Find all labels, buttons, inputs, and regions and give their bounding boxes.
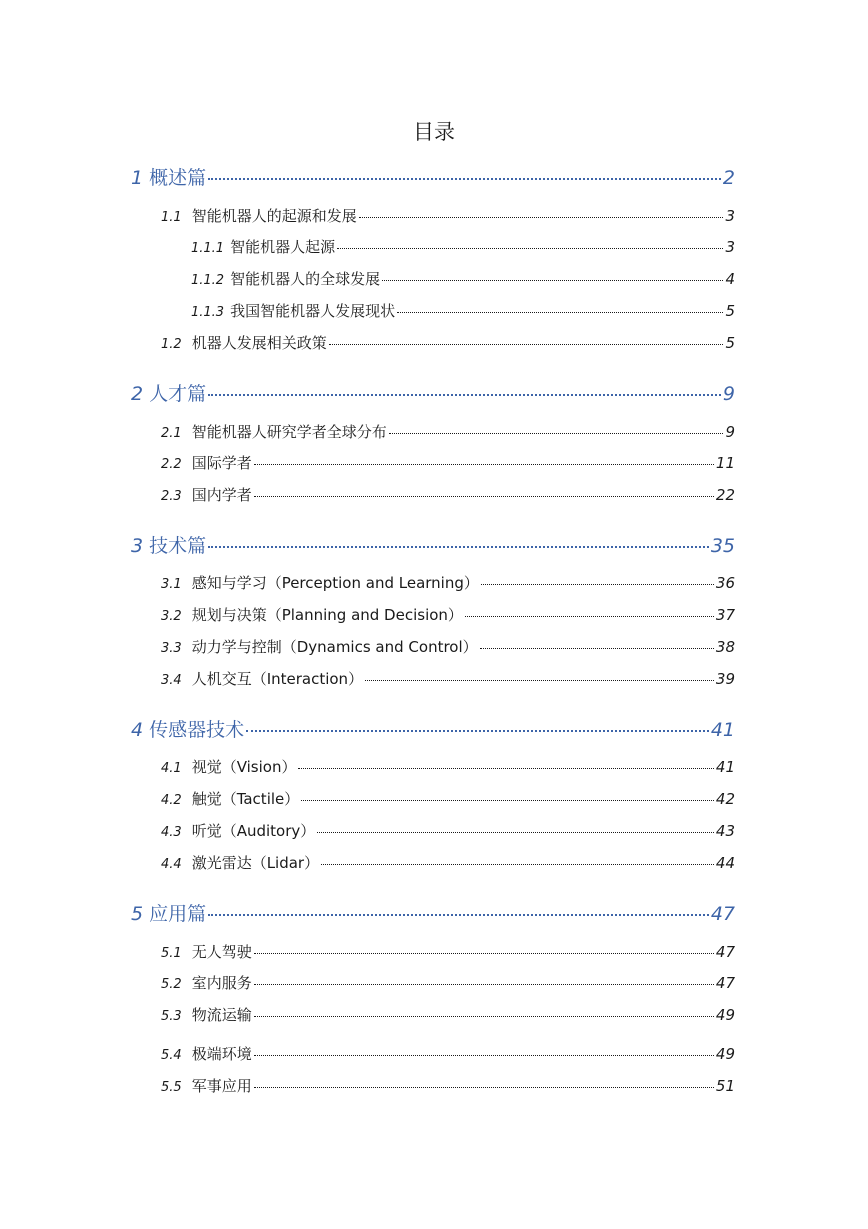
dot-leader	[254, 1055, 714, 1056]
entry-title: 概述篇	[149, 167, 207, 189]
toc-section-4-4[interactable]	[161, 852, 735, 873]
entry-page-number: 39	[715, 670, 735, 688]
toc-chapter-3[interactable]	[131, 531, 735, 558]
dot-leader	[397, 312, 723, 313]
entry-page-number: 38	[715, 638, 735, 656]
entry-number: 1.1.3	[191, 305, 225, 320]
entry-number: 5.1	[161, 946, 182, 961]
page-title: 目录	[413, 120, 455, 144]
entry-number: 4.3	[161, 825, 182, 840]
dot-leader	[208, 914, 709, 916]
dot-leader	[317, 832, 714, 833]
entry-page-number: 3	[725, 238, 735, 256]
toc-subsection-1-1-2[interactable]	[191, 268, 735, 289]
dot-leader	[382, 280, 723, 281]
toc-section-3-4[interactable]	[161, 668, 735, 689]
toc-subsection-1-1-1[interactable]	[191, 236, 735, 257]
entry-page-number: 2	[722, 167, 735, 189]
entry-page-number: 37	[715, 606, 735, 624]
toc-section-4-1[interactable]	[161, 756, 735, 777]
entry-title: 智能机器人的全球发展	[230, 270, 381, 288]
dot-leader	[254, 1016, 714, 1017]
entry-page-number: 3	[725, 207, 735, 225]
toc-section-2-3[interactable]	[161, 484, 735, 505]
entry-page-number: 5	[725, 334, 735, 352]
entry-number: 1	[131, 167, 144, 189]
entry-number: 5.5	[161, 1080, 182, 1095]
entry-number: 3.1	[161, 577, 182, 592]
entry-title: 军事应用	[191, 1077, 252, 1095]
entry-title: 智能机器人起源	[230, 238, 336, 256]
entry-title: 极端环境	[191, 1045, 252, 1063]
toc-section-5-3[interactable]	[161, 1004, 735, 1025]
entry-number: 1.1.2	[191, 273, 225, 288]
entry-title: 技术篇	[149, 535, 207, 557]
entry-title: 室内服务	[191, 974, 252, 992]
toc-section-5-1[interactable]	[161, 941, 735, 962]
entry-title: 智能机器人研究学者全球分布	[191, 423, 387, 441]
entry-title: 国内学者	[191, 486, 252, 504]
entry-number: 3	[131, 535, 144, 557]
entry-page-number: 43	[715, 822, 735, 840]
dot-leader	[389, 433, 724, 434]
entry-number: 4.2	[161, 793, 182, 808]
dot-leader	[208, 394, 721, 396]
entry-number: 4	[131, 719, 144, 741]
entry-page-number: 5	[725, 302, 735, 320]
entry-page-number: 41	[715, 758, 735, 776]
dot-leader	[359, 217, 724, 218]
entry-title: 视觉（Vision）	[191, 758, 297, 776]
entry-number: 1.1.1	[191, 241, 225, 256]
entry-number: 3.4	[161, 673, 182, 688]
toc-chapter-5[interactable]	[131, 899, 735, 926]
entry-title: 感知与学习（Perception and Learning）	[191, 574, 479, 592]
entry-number: 2.1	[161, 426, 182, 441]
entry-number: 5.3	[161, 1009, 182, 1024]
toc-section-5-4[interactable]	[161, 1043, 735, 1064]
entry-number: 5.2	[161, 977, 182, 992]
entry-page-number: 11	[715, 454, 735, 472]
dot-leader	[254, 953, 714, 954]
entry-page-number: 9	[725, 423, 735, 441]
entry-number: 5.4	[161, 1048, 182, 1063]
dot-leader	[298, 768, 713, 769]
entry-number: 2.3	[161, 489, 182, 504]
dot-leader	[365, 680, 714, 681]
dot-leader	[329, 344, 724, 345]
toc-section-3-2[interactable]	[161, 604, 735, 625]
entry-title: 触觉（Tactile）	[191, 790, 300, 808]
dot-leader	[337, 248, 723, 249]
entry-number: 5	[131, 903, 144, 925]
toc-chapter-1[interactable]	[131, 163, 735, 190]
entry-page-number: 47	[715, 974, 735, 992]
dot-leader	[301, 800, 714, 801]
entry-title: 传感器技术	[149, 719, 245, 741]
entry-number: 3.3	[161, 641, 182, 656]
dot-leader	[246, 730, 709, 732]
dot-leader	[481, 584, 714, 585]
dot-leader	[480, 648, 714, 649]
entry-number: 1.2	[161, 337, 182, 352]
toc-section-2-1[interactable]	[161, 421, 735, 442]
entry-number: 4.1	[161, 761, 182, 776]
dot-leader	[465, 616, 714, 617]
entry-page-number: 49	[715, 1006, 735, 1024]
toc-subsection-1-1-3[interactable]	[191, 300, 735, 321]
entry-title: 无人驾驶	[191, 943, 252, 961]
entry-title: 机器人发展相关政策	[191, 334, 327, 352]
toc-section-1-1[interactable]	[161, 205, 735, 226]
toc-section-5-2[interactable]	[161, 972, 735, 993]
toc-chapter-4[interactable]	[131, 715, 735, 742]
entry-title: 人机交互（Interaction）	[191, 670, 364, 688]
entry-page-number: 4	[725, 270, 735, 288]
entry-page-number: 47	[715, 943, 735, 961]
entry-title: 动力学与控制（Dynamics and Control）	[191, 638, 478, 656]
entry-number: 2.2	[161, 457, 182, 472]
entry-page-number: 42	[715, 790, 735, 808]
toc-section-4-2[interactable]	[161, 788, 735, 809]
entry-number: 1.1	[161, 210, 182, 225]
entry-title: 国际学者	[191, 454, 252, 472]
entry-page-number: 41	[710, 719, 735, 741]
toc-chapter-2[interactable]	[131, 379, 735, 406]
entry-title: 人才篇	[149, 383, 207, 405]
entry-title: 应用篇	[149, 903, 207, 925]
dot-leader	[254, 1087, 714, 1088]
toc-section-3-1[interactable]	[161, 572, 735, 593]
entry-number: 2	[131, 383, 144, 405]
entry-page-number: 22	[715, 486, 735, 504]
entry-title: 听觉（Auditory）	[191, 822, 316, 840]
dot-leader	[254, 984, 714, 985]
dot-leader	[208, 546, 709, 548]
toc-section-1-2[interactable]	[161, 332, 735, 353]
entry-title: 激光雷达（Lidar）	[191, 854, 320, 872]
entry-title: 我国智能机器人发展现状	[230, 302, 396, 320]
dot-leader	[208, 178, 721, 180]
toc-section-5-5[interactable]	[161, 1075, 735, 1096]
entry-title: 物流运输	[191, 1006, 252, 1024]
entry-page-number: 35	[710, 535, 735, 557]
dot-leader	[321, 864, 714, 865]
entry-page-number: 47	[710, 903, 735, 925]
entry-page-number: 9	[722, 383, 735, 405]
entry-page-number: 51	[715, 1077, 735, 1095]
dot-leader	[254, 464, 714, 465]
toc-section-2-2[interactable]	[161, 452, 735, 473]
entry-number: 3.2	[161, 609, 182, 624]
entry-title: 规划与决策（Planning and Decision）	[191, 606, 463, 624]
entry-number: 4.4	[161, 857, 182, 872]
dot-leader	[254, 496, 714, 497]
toc-section-3-3[interactable]	[161, 636, 735, 657]
entry-page-number: 49	[715, 1045, 735, 1063]
entry-page-number: 36	[715, 574, 735, 592]
entry-title: 智能机器人的起源和发展	[191, 207, 357, 225]
entry-page-number: 44	[715, 854, 735, 872]
toc-section-4-3[interactable]	[161, 820, 735, 841]
